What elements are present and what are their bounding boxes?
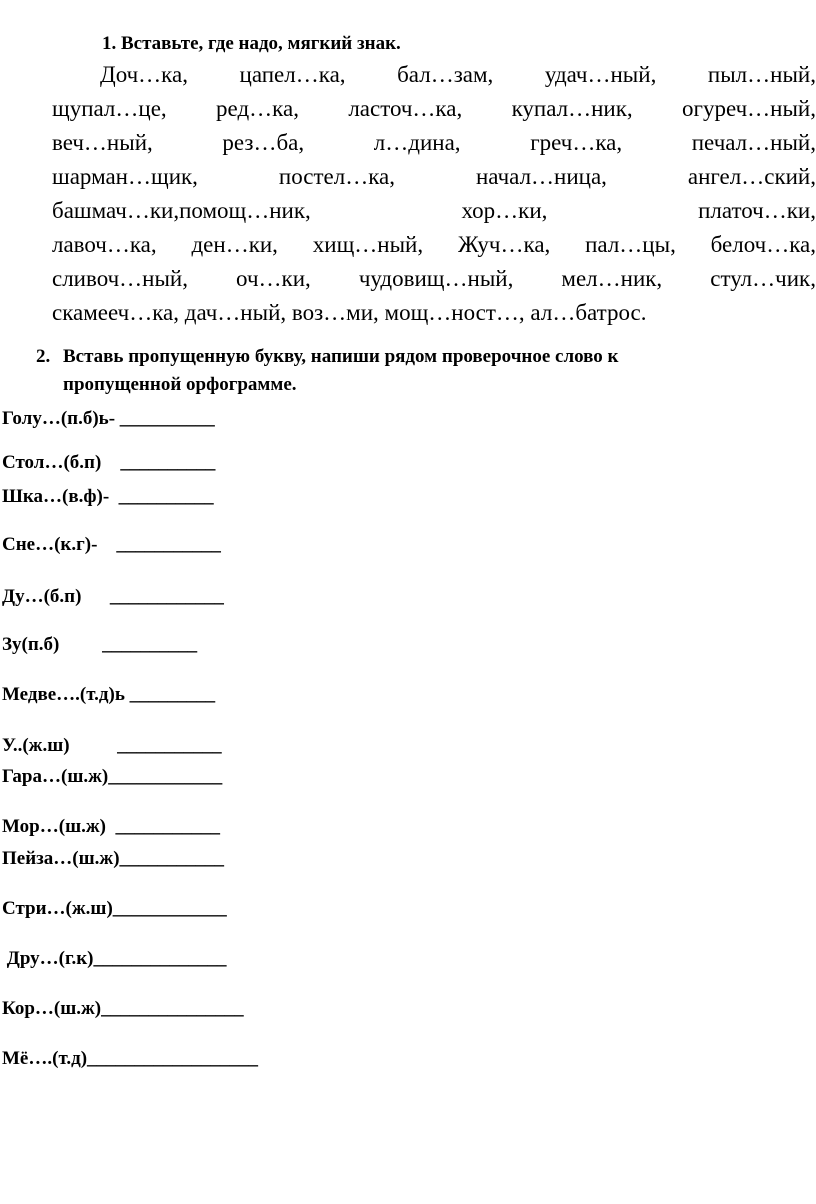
- exercise-item: Ду…(б.п) ____________: [2, 586, 224, 607]
- word-line: [52, 262, 816, 296]
- word: постел…ка,: [278, 164, 396, 189]
- word: бал…зам,: [397, 62, 494, 87]
- word: веч…ный,: [52, 130, 153, 155]
- word: огуреч…ный,: [682, 96, 816, 121]
- word: стул…чик,: [710, 266, 816, 291]
- word: хор…ки,: [461, 198, 548, 223]
- word: сливоч…ный,: [52, 266, 188, 291]
- word: пыл…ный,: [707, 62, 816, 87]
- word-line: [52, 160, 816, 194]
- exercise-item: Гара…(ш.ж)____________: [2, 766, 223, 787]
- word: греч…ка,: [530, 130, 623, 155]
- word: чудовищ…ный,: [358, 266, 514, 291]
- word-line: [52, 92, 816, 126]
- task2-heading: [36, 343, 618, 399]
- word: печал…ный,: [691, 130, 816, 155]
- task1-word-list: [52, 58, 816, 330]
- word: башмач…ки,помощ…ник,: [52, 198, 311, 223]
- exercise-item: Мор…(ш.ж) ___________: [2, 816, 220, 837]
- word: лавоч…ка,: [52, 232, 157, 257]
- exercise-item: Голу…(п.б)ь- __________: [2, 408, 215, 429]
- exercise-item: Дру…(г.к)______________: [2, 948, 227, 969]
- exercise-item: Мё….(т.д)__________________: [2, 1048, 259, 1069]
- word: ден…ки,: [191, 232, 278, 257]
- exercise-item: Стол…(б.п) __________: [2, 452, 216, 473]
- word: ангел…ский,: [687, 164, 816, 189]
- word: рез…ба,: [222, 130, 305, 155]
- exercise-item: Пейза…(ш.ж)___________: [2, 848, 225, 869]
- word: удач…ный,: [544, 62, 657, 87]
- task2-heading-line1: Вставь пропущенную букву, напиши рядом проверочное слово к: [63, 346, 619, 367]
- word: Жуч…ка,: [457, 232, 551, 257]
- word: скамееч…ка, дач…ный, воз…ми, мощ…ност…, ал…батрос.: [52, 300, 647, 325]
- word: хищ…ный,: [312, 232, 424, 257]
- exercise-item: Кор…(ш.ж)_______________: [2, 998, 244, 1019]
- exercise-item: У..(ж.ш) ___________: [2, 735, 222, 756]
- task1-heading: 1. Вставьте, где надо, мягкий знак.: [102, 33, 401, 54]
- task2-heading-line2: пропущенной орфограмме.: [63, 374, 297, 395]
- word: оч…ки,: [236, 266, 311, 291]
- word: платоч…ки,: [698, 198, 816, 223]
- word-line: [52, 194, 816, 228]
- word: пал…цы,: [585, 232, 676, 257]
- word: ред…ка,: [216, 96, 299, 121]
- word: щупал…це,: [52, 96, 167, 121]
- word: шарман…щик,: [52, 164, 198, 189]
- word-line: [52, 296, 816, 330]
- word: цапел…ка,: [239, 62, 346, 87]
- word: купал…ник,: [511, 96, 633, 121]
- word-line: [52, 228, 816, 262]
- exercise-item: Медве….(т.д)ь _________: [2, 684, 216, 705]
- word: ласточ…ка,: [348, 96, 463, 121]
- word: л…дина,: [373, 130, 461, 155]
- exercise-item: Зу(п.б) __________: [2, 634, 198, 655]
- word-line: [52, 126, 816, 160]
- word: начал…ница,: [476, 164, 607, 189]
- exercise-item: Стри…(ж.ш)____________: [2, 898, 227, 919]
- task2-number: 2.: [36, 346, 51, 367]
- word: белоч…ка,: [710, 232, 816, 257]
- word-line: [52, 58, 816, 92]
- word: Доч…ка,: [100, 62, 188, 87]
- exercise-item: Шка…(в.ф)- __________: [2, 486, 214, 507]
- exercise-item: Сне…(к.г)- ___________: [2, 534, 221, 555]
- word: мел…ник,: [561, 266, 663, 291]
